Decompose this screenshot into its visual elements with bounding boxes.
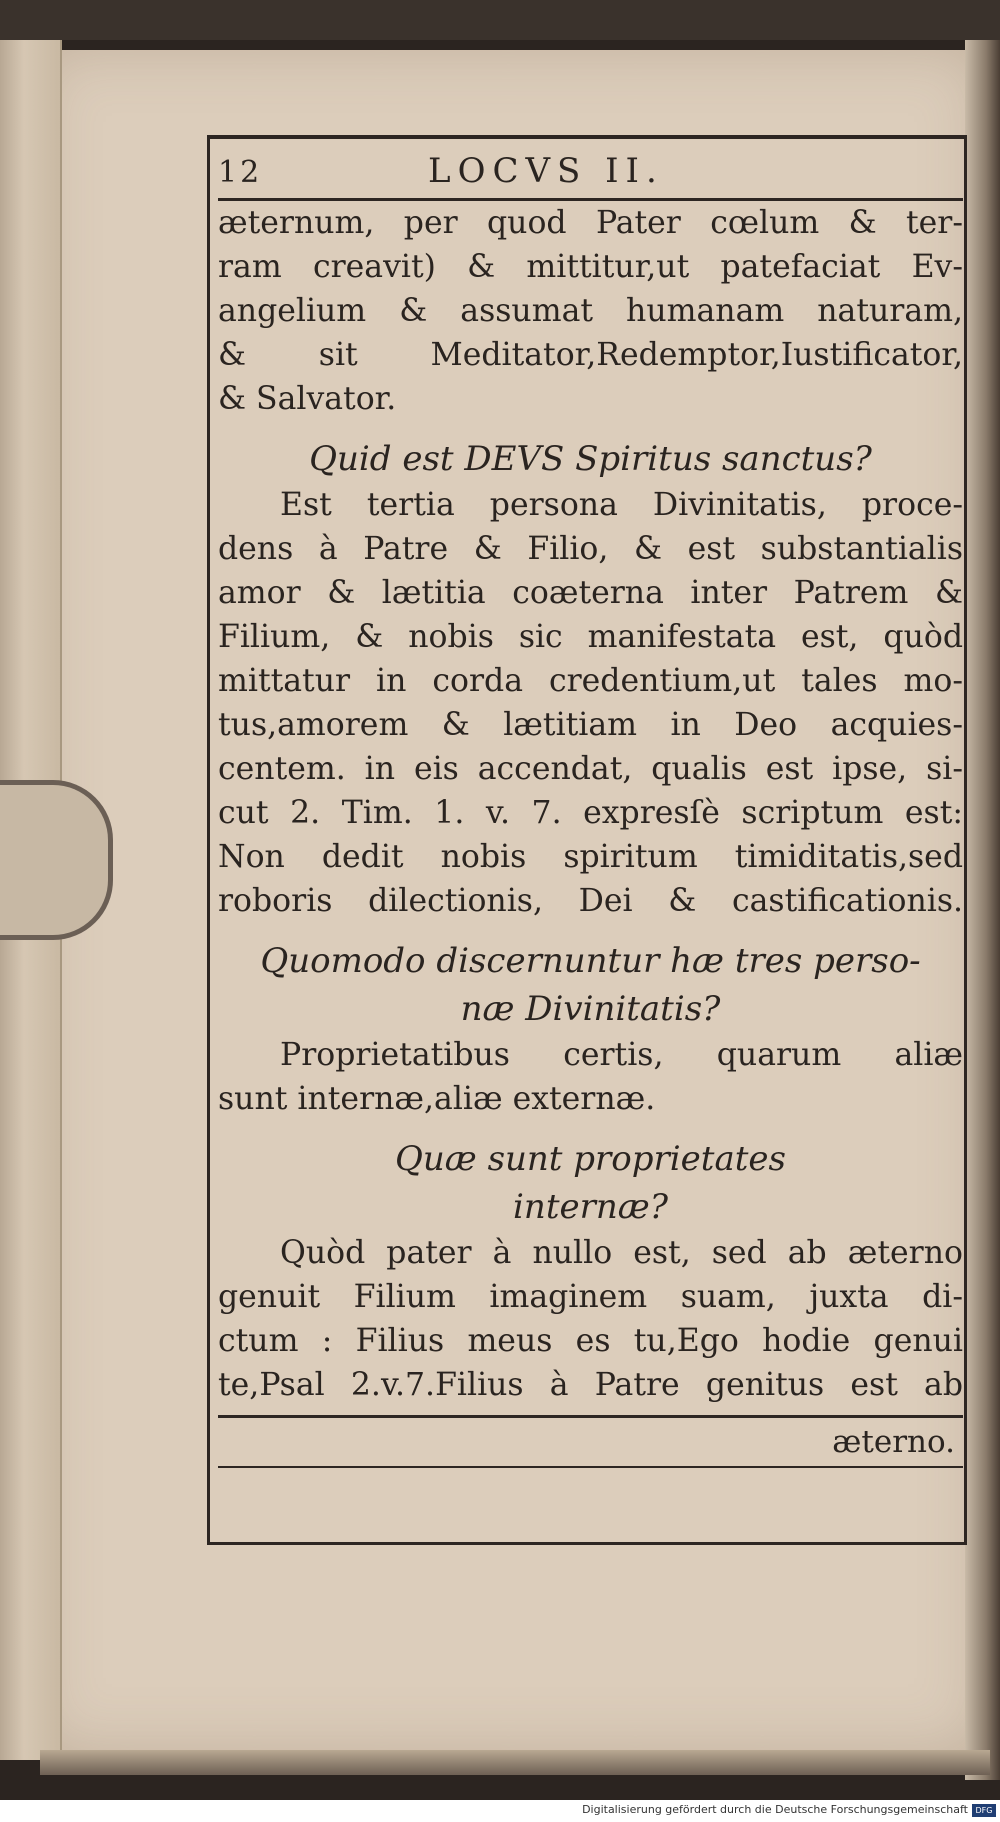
text-line: sunt internæ,aliæ externæ. xyxy=(218,1081,656,1117)
footer-credit: Digitalisierung gefördert durch die Deutsche Forschungsgemeinschaft xyxy=(582,1803,968,1816)
text-line: tus,amorem & lætitiam in Deo acquies- xyxy=(218,707,963,743)
text-line: ram creavit) & mittitur,ut patefaciat Ev- xyxy=(218,249,963,285)
book-clasp xyxy=(0,780,113,940)
running-head: LOCVS II. xyxy=(428,151,664,191)
text-line: Non dedit nobis spiritum timiditatis,sed xyxy=(218,839,963,875)
text-line: cut 2. Tim. 1. v. 7. expresſè scriptum est: xyxy=(218,795,963,831)
book-bottom-edge xyxy=(40,1750,990,1775)
text-line: Est tertia persona Divinitatis, proce- xyxy=(280,487,963,523)
text-line: centem. in eis accendat, qualis est ipse, si- xyxy=(218,751,963,787)
book-edge-right xyxy=(965,40,1000,1780)
text-line: dens à Patre & Filio, & est substantialis xyxy=(218,531,963,567)
catchword: æterno. xyxy=(832,1424,955,1460)
paragraph xyxy=(218,1121,963,1407)
question-heading: Quomodo discernuntur hæ tres perso- xyxy=(260,941,921,981)
text-line: & sit Meditator,Redemptor,Iustificator, xyxy=(218,337,963,373)
scan-background xyxy=(0,0,1000,40)
paragraph xyxy=(218,923,963,1121)
text-line: mittatur in corda credentium,ut tales mo- xyxy=(218,663,963,699)
text-line: genuit Filium imaginem suam, juxta di- xyxy=(218,1279,963,1315)
page-header xyxy=(218,143,963,201)
text-line: amor & lætitia coæterna inter Patrem & xyxy=(218,575,963,611)
page-number: 12 xyxy=(218,155,263,190)
text-line: Proprietatibus certis, quarum aliæ xyxy=(280,1037,963,1073)
text-line: Quòd pater à nullo est, sed ab æterno xyxy=(280,1235,963,1271)
question-heading: Quid est DEVS Spiritus sanctus? xyxy=(309,439,872,479)
text-line: ctum : Filius meus es tu,Ego hodie genui xyxy=(218,1323,963,1359)
paragraph xyxy=(218,201,963,421)
paragraph xyxy=(218,421,963,923)
text-line: & Salvator. xyxy=(218,381,397,417)
dfg-logo: DFG xyxy=(972,1804,996,1817)
question-heading: internæ? xyxy=(513,1187,668,1227)
question-heading: Quæ sunt proprietates xyxy=(395,1139,786,1179)
bottom-rule xyxy=(218,1466,963,1468)
text-line: angelium & assumat humanam naturam, xyxy=(218,293,963,329)
page-text xyxy=(218,143,963,1468)
text-line: Filium, & nobis sic manifestata est, quòd xyxy=(218,619,963,655)
text-line: æternum, per quod Pater cœlum & ter- xyxy=(218,205,963,241)
text-line: roboris dilectionis, Dei & castificationis. xyxy=(218,883,963,919)
question-heading: næ Divinitatis? xyxy=(460,989,721,1029)
text-line: te,Psal 2.v.7.Filius à Patre genitus est ab xyxy=(218,1367,963,1403)
